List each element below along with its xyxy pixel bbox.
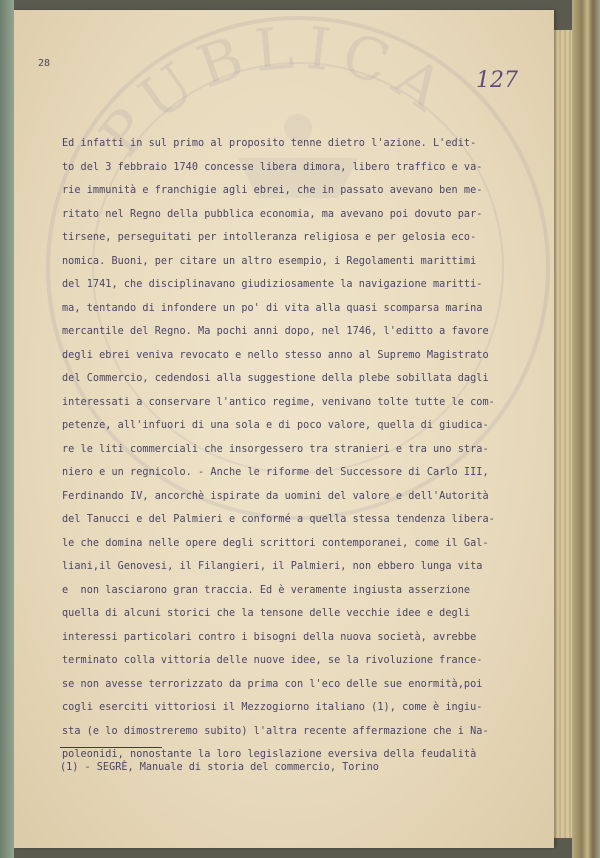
page-number: 28 bbox=[38, 58, 51, 69]
text-line: rie immunità e franchigie agli ebrei, che in passato avevano ben me- bbox=[62, 185, 483, 196]
text-line: sta (e lo dimostreremo subito) l'altra recente affermazione che i Na- bbox=[62, 725, 489, 737]
text-line: del 1741, che disciplinavano giudiziosamente la navigazione maritti- bbox=[62, 279, 483, 290]
text-line: del Tanucci e del Palmieri e conformé a quella stessa tendenza libera- bbox=[62, 514, 495, 525]
text-line: Ferdinando IV, ancorchè ispirate da uomini del valore e dell'Autorità bbox=[62, 490, 489, 502]
text-line: ma, tentando di infondere un po' di vita alla quasi scomparsa marina bbox=[62, 302, 483, 314]
text-line: Ed infatti in sul primo al proposito tenne dietro l'azione. L'edit- bbox=[62, 138, 477, 149]
body-text bbox=[62, 132, 540, 767]
footnote: (1) - SEGRÈ, Manuale di storia del commercio, Torino bbox=[60, 762, 379, 773]
text-line: interessi particolari contro i bisogni della nuova società, avrebbe bbox=[62, 631, 477, 643]
text-line: se non avesse terrorizzato da prima con l'eco delle sue enormità,poi bbox=[62, 678, 483, 690]
text-line: e non lasciarono gran traccia. Ed è veramente ingiusta asserzione bbox=[62, 584, 471, 596]
text-line: terminato colla vittoria delle nuove idee, se la rivoluzione france- bbox=[62, 655, 483, 666]
text-line: niero e un regnicolo. - Anche le riforme del Successore di Carlo III, bbox=[62, 467, 489, 478]
text-line: tirsene, perseguitati per intolleranza religiosa e per gelosia eco- bbox=[62, 232, 477, 243]
binding-board-left bbox=[0, 0, 14, 858]
binding-board-right bbox=[572, 0, 600, 858]
watermark-text: PUBLICA bbox=[86, 12, 464, 169]
text-line: liani,il Genovesi, il Filangieri, il Palmieri, non ebbero lunga vita bbox=[62, 561, 483, 572]
text-line: petenze, all'infuori di una sola e di poco valore, quella di giudica- bbox=[62, 420, 489, 431]
footnote-divider bbox=[60, 747, 162, 748]
text-line: le che domina nelle opere degli scrittori contemporanei, come il Gal- bbox=[62, 537, 489, 549]
text-line: poleonidi, nonostante la loro legislazione eversiva della feudalità bbox=[62, 749, 477, 760]
handwritten-folio-number: 127 bbox=[476, 68, 518, 93]
text-line: del Commercio, cedendosi alla suggestione della plebe sobillata dagli bbox=[62, 373, 489, 384]
text-line: ritato nel Regno della pubblica economia, ma avevano poi dovuto par- bbox=[62, 208, 483, 220]
text-line: to del 3 febbraio 1740 concesse libera dimora, libero traffico e va- bbox=[62, 161, 483, 173]
text-line: interessati a conservare l'antico regime, venivano tolte tutte le com- bbox=[62, 396, 495, 408]
text-line: cogli eserciti vittoriosi il Mezzogiorno italiano (1), come è ingiu- bbox=[62, 702, 483, 713]
text-line: quella di alcuni storici che la tensone delle vecchie idee e degli bbox=[62, 608, 471, 619]
text-line: mercantile del Regno. Ma pochi anni dopo, nel 1746, l'editto a favore bbox=[62, 326, 489, 337]
text-line: degli ebrei veniva revocato e nello stesso anno al Supremo Magistrato bbox=[62, 349, 489, 361]
text-line: nomica. Buoni, per citare un altro esempio, i Regolamenti marittimi bbox=[62, 255, 477, 267]
text-line: re le liti commerciali che insorgessero tra stranieri e tra uno stra- bbox=[62, 443, 489, 455]
